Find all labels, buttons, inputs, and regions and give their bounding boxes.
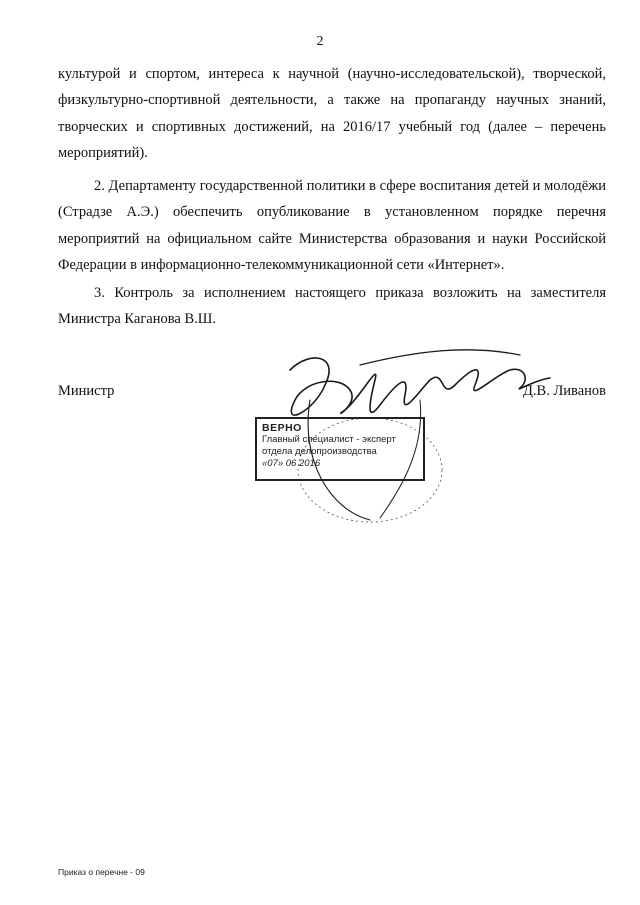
certification-stamp (255, 417, 425, 481)
signer-position: Министр (58, 383, 115, 399)
footer-filename: Приказ о перечне - 09 (58, 867, 145, 877)
stamp-line-2: отдела делопроизводства (262, 446, 377, 457)
paragraph-item-3: 3. Контроль за исполнением настоящего приказа возложить на заместителя Министра Каганова В.Ш. (58, 285, 606, 328)
paragraph-item-2: 2. Департаменту государственной политики в сфере воспитания детей и молодёжи (Страдзе А.Э.) обеспечить опубликование в установленном порядке перечня мероприятий на официальном сайте Министерства образования и науки Российской Федерации в информационно-телекоммуникационной сети «Интернет». (58, 178, 606, 274)
stamp-title: ВЕРНО (262, 422, 302, 434)
signer-name: Д.В. Ливанов (523, 383, 606, 399)
page-number: 2 (316, 34, 324, 49)
paragraph-continuation: культурой и спортом, интереса к научной (научно-исследовательской), творческой, физкультурно-спортивной деятельности, а также на пропаганду научных знаний, творческих и спортивных достижений, на 2016/17 учебный год (далее – перечень мероприятий). (58, 66, 606, 162)
stamp-date: «07» 06 2016 (262, 458, 321, 469)
stamp-line-1: Главный специалист - эксперт (262, 434, 396, 445)
